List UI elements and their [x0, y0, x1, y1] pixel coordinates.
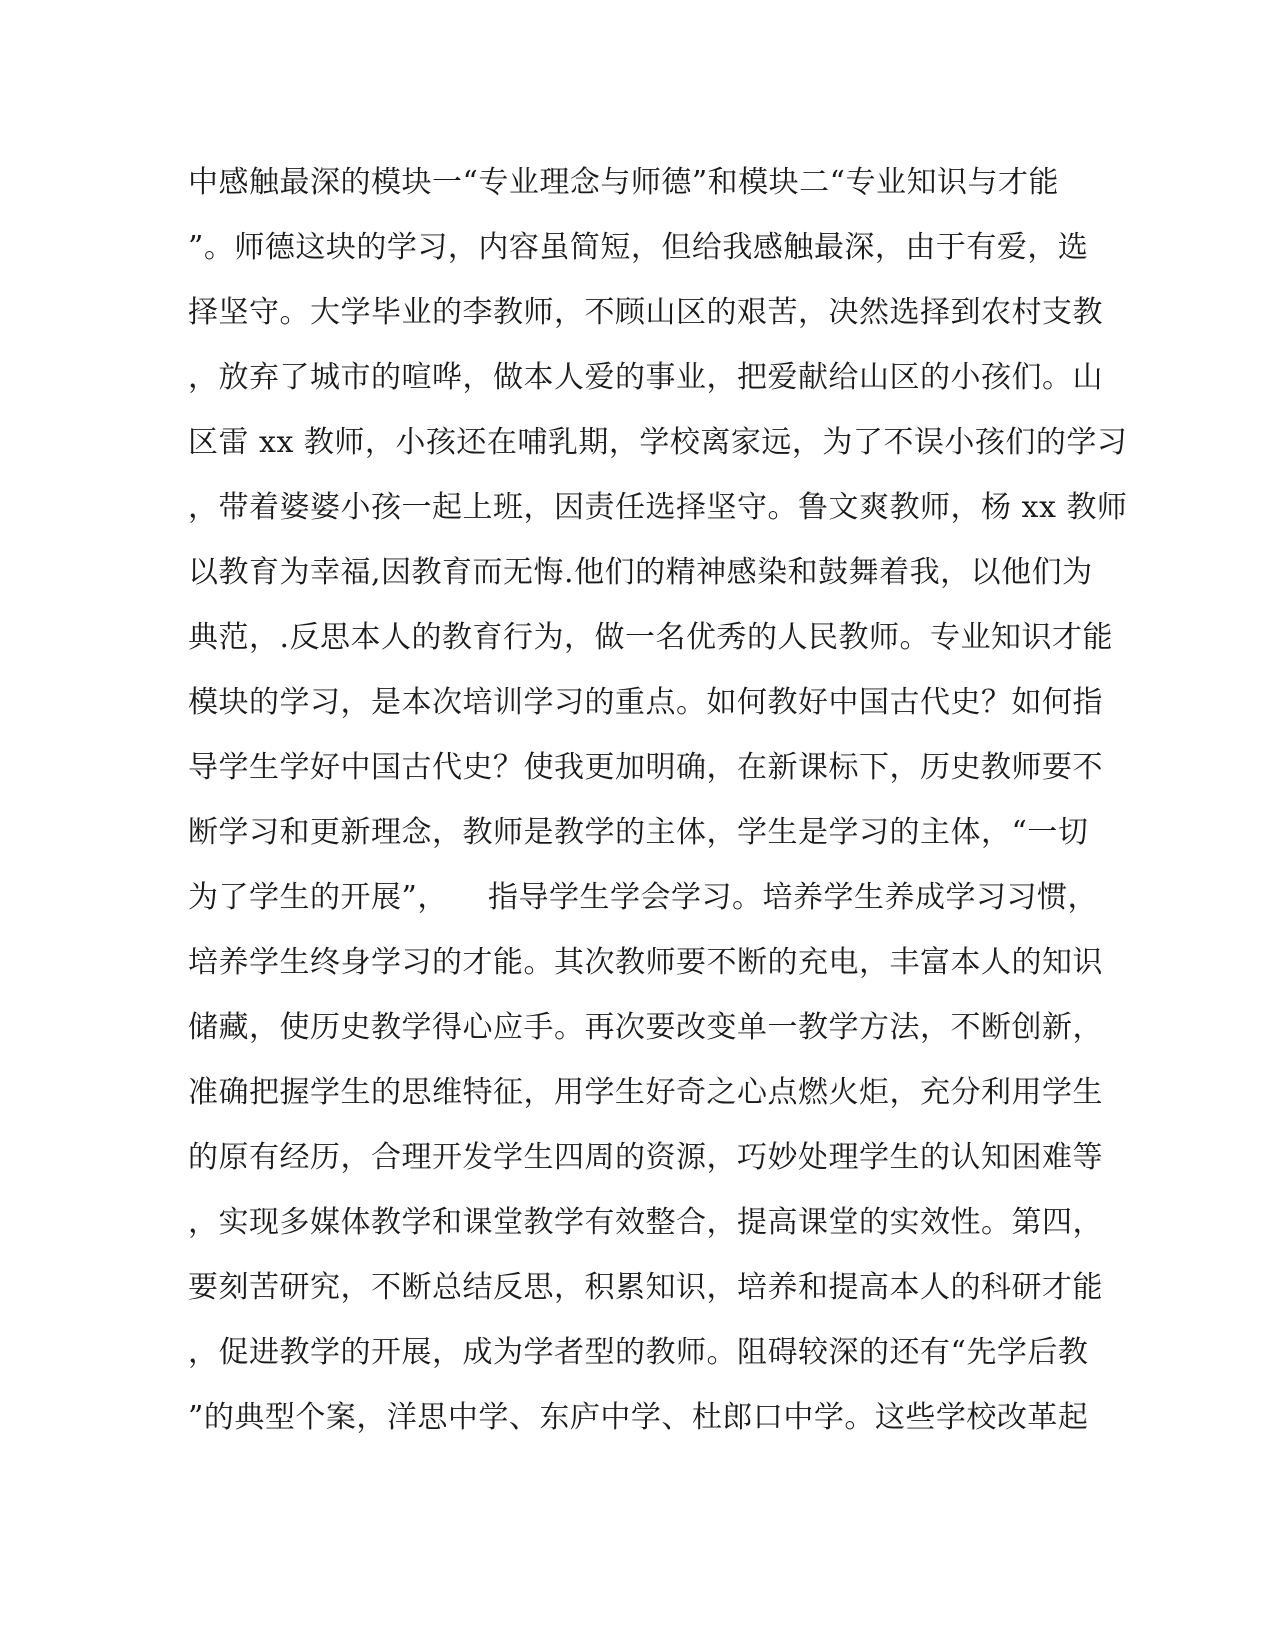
text-line: ，放弃了城市的喧哗，做本人爱的事业，把爱献给山区的小孩们。山 — [188, 360, 1103, 395]
text-line: ，促进教学的开展，成为学者型的教师。阻碍较深的还有“先学后教 — [188, 1335, 1089, 1370]
text-line: ”。师德这块的学习，内容虽简短，但给我感触最深，由于有爱，选 — [188, 230, 1089, 265]
text-line: 区雷 xx 教师，小孩还在哺乳期，学校离家远，为了不误小孩们的学习 — [188, 425, 1128, 460]
body-text — [188, 156, 1128, 1456]
text-line: 导学生学好中国古代史？使我更加明确，在新课标下，历史教师要不 — [188, 750, 1103, 785]
text-line: 培养学生终身学习的才能。其次教师要不断的充电，丰富本人的知识 — [188, 945, 1103, 980]
text-line: 以教育为幸福,因教育而无悔.他们的精神感染和鼓舞着我，以他们为 — [188, 555, 1093, 590]
text-line: 典范，.反思本人的教育行为，做一名优秀的人民教师。专业知识才能 — [188, 620, 1114, 655]
text-line: ，带着婆婆小孩一起上班，因责任选择坚守。鲁文爽教师，杨 xx 教师 — [188, 490, 1128, 525]
text-line: 中感触最深的模块一“专业理念与师德”和模块二“专业知识与才能 — [188, 165, 1060, 200]
text-line: 储藏，使历史教学得心应手。再次要改变单一教学方法，不断创新， — [188, 1010, 1103, 1045]
text-line: 的原有经历，合理开发学生四周的资源，巧妙处理学生的认知困难等 — [188, 1140, 1103, 1175]
text-line: 断学习和更新理念，教师是教学的主体，学生是学习的主体，“一切 — [188, 815, 1089, 850]
text-line: 要刻苦研究，不断总结反思，积累知识，培养和提高本人的科研才能 — [188, 1270, 1103, 1305]
text-line: 准确把握学生的思维特征，用学生好奇之心点燃火炬，充分利用学生 — [188, 1075, 1103, 1110]
text-line: ，实现多媒体教学和课堂教学有效整合，提高课堂的实效性。第四， — [188, 1205, 1103, 1240]
text-line: ”的典型个案，洋思中学、东庐中学、杜郎口中学。这些学校改革起 — [188, 1400, 1089, 1435]
text-line: 为了学生的开展”， 指导学生学会学习。培养学生养成学习习惯， — [188, 880, 1098, 915]
text-line: 择坚守。大学毕业的李教师，不顾山区的艰苦，决然选择到农村支教 — [188, 295, 1103, 330]
text-line: 模块的学习，是本次培训学习的重点。如何教好中国古代史？如何指 — [188, 685, 1103, 720]
